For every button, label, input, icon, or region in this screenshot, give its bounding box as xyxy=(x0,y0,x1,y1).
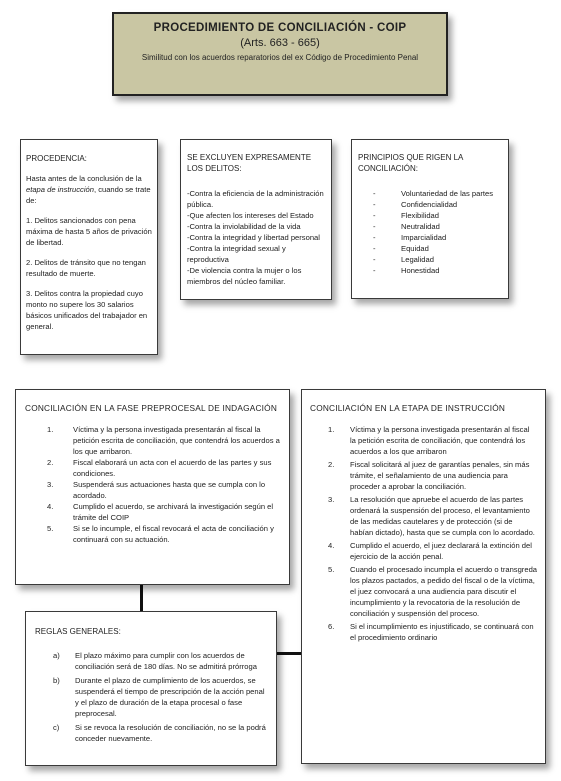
connector-horizontal xyxy=(275,652,303,655)
procedencia-item: 1. Delitos sancionados con pena máxima de hasta 5 años de privación de libertad. xyxy=(26,216,152,247)
instruccion-step: 5. Cuando el procesado incumpla el acuerdo o transgreda los plazos pactados, a pedido del fiscal o de la víctima, el juez convocará a una audiencia para discutir el incumplimiento y la revocatoria de la resolución de conciliación y suspensión del proceso. xyxy=(328,565,538,618)
exclusion-item: -Contra la eficiencia de la administración pública. xyxy=(187,189,324,209)
connector-vertical xyxy=(140,584,143,612)
preprocesal-step: 2. Fiscal elaborará un acta con el acuerdo de las partes y sus condiciones. xyxy=(47,458,272,478)
principios-box xyxy=(351,139,509,299)
principio-item: - Equidad xyxy=(373,244,429,253)
exclusion-item: -Que afecten los intereses del Estado xyxy=(187,211,314,220)
reglas-heading: REGLAS GENERALES: xyxy=(35,627,121,636)
procedencia-intro: Hasta antes de la conclusión de la etapa de instrucción, cuando se trate de: xyxy=(26,174,151,205)
procedencia-item: 2. Delitos de tránsito que no tengan resultado de muerte. xyxy=(26,258,146,278)
title-box xyxy=(112,12,448,96)
procedencia-box xyxy=(20,139,158,355)
preprocesal-step: 1. Víctima y la persona investigada presentarán al fiscal la petición escrita de conciliación, que contendrá los acuerdos a los que arribaron. xyxy=(47,425,280,456)
instruccion-step: 2. Fiscal solicitará al juez de garantías penales, sin más trámite, el señalamiento de una audiencia para proceder a aprobar la conciliación. xyxy=(328,460,530,491)
principio-item: - Confidencialidad xyxy=(373,200,458,209)
preprocesal-heading: CONCILIACIÓN EN LA FASE PREPROCESAL DE INDAGACIÓN xyxy=(25,403,278,413)
procedencia-heading: PROCEDENCIA: xyxy=(26,154,87,163)
exclusion-item: -De violencia contra la mujer o los miembros del núcleo familiar. xyxy=(187,266,302,286)
exclusion-item: -Contra la integridad sexual y reproductiva xyxy=(187,244,286,264)
instruccion-box xyxy=(301,389,546,764)
title-subtitle: Similitud con los acuerdos reparatorios del ex Código de Procedimiento Penal xyxy=(141,53,419,62)
preprocesal-box xyxy=(15,389,290,585)
principio-item: - Legalidad xyxy=(373,255,434,264)
regla-item: c) Si se revoca la resolución de conciliación, no se la podrá conceder nuevamente. xyxy=(53,723,266,743)
instruccion-step: 4. Cumplido el acuerdo, el juez declarará la extinción del ejercicio de la acción penal. xyxy=(328,541,532,561)
exclusion-item: -Contra la inviolabilidad de la vida xyxy=(187,222,301,231)
title-articles: (Arts. 663 - 665) xyxy=(240,37,320,49)
exclusion-item: -Contra la integridad y libertad personal xyxy=(187,233,320,242)
exclusiones-heading: SE EXCLUYEN EXPRESAMENTE LOS DELITOS: xyxy=(187,153,312,173)
preprocesal-step: 3. Suspenderá sus actuaciones hasta que se cumpla con lo acordado. xyxy=(47,480,266,500)
instruccion-step: 3. La resolución que apruebe el acuerdo de las partes ordenará la suspensión del proceso, el levantamiento de las medidas cautelares y de protección (si de habían dictado), hasta que se cumpla con lo acordado. xyxy=(328,495,535,537)
instruccion-heading: CONCILIACIÓN EN LA ETAPA DE INSTRUCCIÓN xyxy=(310,403,506,413)
preprocesal-step: 5. Si se lo incumple, el fiscal revocará el acta de conciliación y continuará con su actuación. xyxy=(47,524,274,544)
principio-item: - Honestidad xyxy=(373,266,440,275)
principio-item: - Imparcialidad xyxy=(373,233,447,242)
instruccion-step: 6. Si el incumplimiento es injustificado, se continuará con el procedimiento ordinario xyxy=(328,622,534,642)
principios-heading: PRINCIPIOS QUE RIGEN LA CONCILIACIÓN: xyxy=(358,153,463,173)
instruccion-step: 1. Víctima y la persona investigada presentarán al fiscal la petición escrita de conciliación, que contendrá los acuerdos a los que arribaron xyxy=(328,425,530,456)
regla-item: a) El plazo máximo para cumplir con los acuerdos de conciliación será de 180 días. No se admitirá prórroga xyxy=(53,651,257,671)
principio-item: - Flexibilidad xyxy=(373,211,439,220)
regla-item: b) Durante el plazo de cumplimiento de los acuerdos, se suspenderá el tiempo de prescripción de la acción penal y el plazo de duración de la etapa procesal o fase preprocesal. xyxy=(53,676,265,718)
procedencia-item: 3. Delitos contra la propiedad cuyo monto no supere los 30 salarios básicos unificados del trabajador en general. xyxy=(26,289,148,331)
principio-item: - Neutralidad xyxy=(373,222,440,231)
preprocesal-step: 4. Cumplido el acuerdo, se archivará la investigación según el trámite del COIP xyxy=(47,502,274,522)
reglas-box xyxy=(25,611,277,766)
title-main: PROCEDIMIENTO DE CONCILIACIÓN - COIP xyxy=(153,22,407,34)
exclusiones-box xyxy=(180,139,332,300)
principio-item: - Voluntariedad de las partes xyxy=(373,189,494,198)
